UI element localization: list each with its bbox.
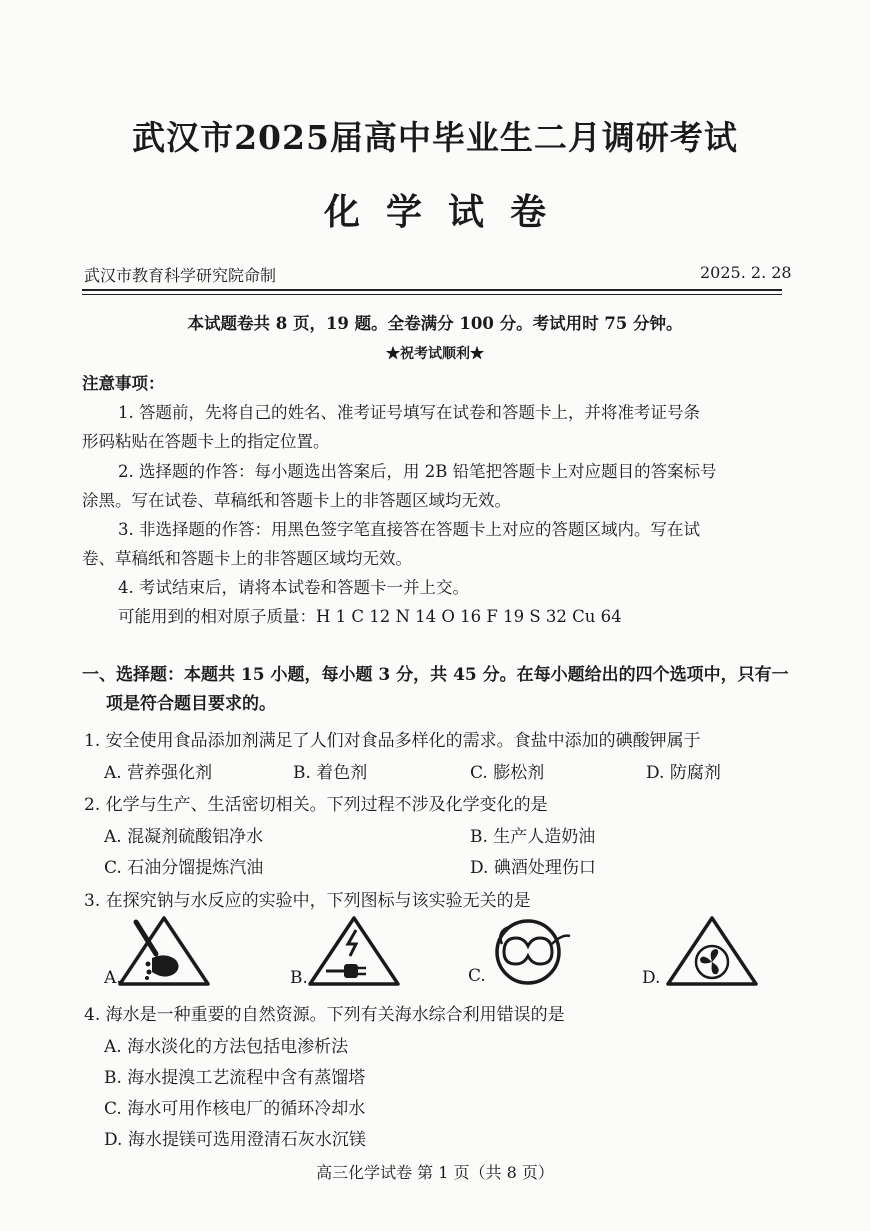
q4-option-b: B. 海水提溴工艺流程中含有蒸馏塔 [104, 1068, 366, 1088]
exam-summary: 本试题卷共 8 页，19 题。全卷满分 100 分。考试用时 75 分钟。 [187, 314, 683, 333]
question-4-stem: 4. 海水是一种重要的自然资源。下列有关海水综合利用错误的是 [84, 1005, 565, 1025]
q2-option-a: A. 混凝剂硫酸铝净水 [104, 827, 264, 847]
q1-option-b: B. 着色剂 [293, 763, 368, 783]
note-3-line-1: 3. 非选择题的作答：用黑色签字笔直接答在答题卡上对应的答题区域内。写在试 [118, 520, 700, 539]
q4-option-c: C. 海水可用作核电厂的循环冷却水 [104, 1099, 366, 1119]
question-1-stem: 1. 安全使用食品添加剂满足了人们对食品多样化的需求。食盐中添加的碘酸钾属于 [84, 731, 701, 751]
question-2-stem: 2. 化学与生产、生活密切相关。下列过程不涉及化学变化的是 [84, 795, 548, 815]
q3-option-c-label: C. [468, 966, 486, 986]
q2-option-c: C. 石油分馏提炼汽油 [104, 858, 264, 878]
issuer: 武汉市教育科学研究院命制 [84, 266, 277, 285]
header-rule-thick [82, 289, 782, 291]
q1-option-c: C. 膨松剂 [470, 763, 545, 783]
exam-title: 武汉市2025届高中毕业生二月调研考试 [132, 118, 738, 157]
q4-option-d: D. 海水提镁可选用澄清石灰水沉镁 [104, 1130, 366, 1150]
header-rule-thin [82, 294, 782, 295]
q1-option-d: D. 防腐剂 [646, 763, 721, 783]
note-4: 4. 考试结束后，请将本试卷和答题卡一并上交。 [118, 578, 469, 597]
good-luck: ★祝考试顺利★ [386, 346, 484, 362]
note-1-line-2: 形码粘贴在答题卡上的指定位置。 [82, 432, 330, 451]
exhaust-fan-icon [664, 914, 760, 988]
electrical-hazard-icon [306, 914, 402, 988]
q2-option-b: B. 生产人造奶油 [470, 827, 596, 847]
corrosive-hand-icon [116, 914, 212, 988]
atomic-masses: 可能用到的相对原子质量：H 1 C 12 N 14 O 16 F 19 S 32 Cu 64 [118, 607, 622, 626]
section-heading-line-2: 项是符合题目要求的。 [106, 694, 276, 714]
subject-title: 化学试卷 [323, 191, 572, 233]
q4-option-a: A. 海水淡化的方法包括电渗析法 [104, 1037, 349, 1057]
note-3-line-2: 卷、草稿纸和答题卡上的非答题区域均无效。 [82, 549, 412, 568]
q3-option-b-label: B. [290, 968, 308, 988]
goggles-icon [488, 914, 572, 986]
q3-option-a-label: A. [104, 968, 122, 988]
section-heading-line-1: 一、选择题：本题共 15 小题，每小题 3 分，共 45 分。在每小题给出的四个选项中，只有一 [82, 665, 789, 685]
note-2-line-1: 2. 选择题的作答：每小题选出答案后，用 2B 铅笔把答题卡上对应题目的答案标号 [118, 462, 717, 481]
q2-option-d: D. 碘酒处理伤口 [470, 858, 596, 878]
exam-date: 2025. 2. 28 [700, 263, 792, 282]
notes-heading: 注意事项： [82, 374, 165, 393]
note-1-line-1: 1. 答题前，先将自己的姓名、准考证号填写在试卷和答题卡上，并将准考证号条 [118, 403, 700, 422]
page-footer: 高三化学试卷 第 1 页（共 8 页） [316, 1163, 554, 1182]
q3-option-d-label: D. [642, 968, 661, 988]
question-3-stem: 3. 在探究钠与水反应的实验中，下列图标与该实验无关的是 [84, 891, 531, 911]
q1-option-a: A. 营养强化剂 [104, 763, 213, 783]
note-2-line-2: 涂黑。写在试卷、草稿纸和答题卡上的非答题区域均无效。 [82, 491, 511, 510]
